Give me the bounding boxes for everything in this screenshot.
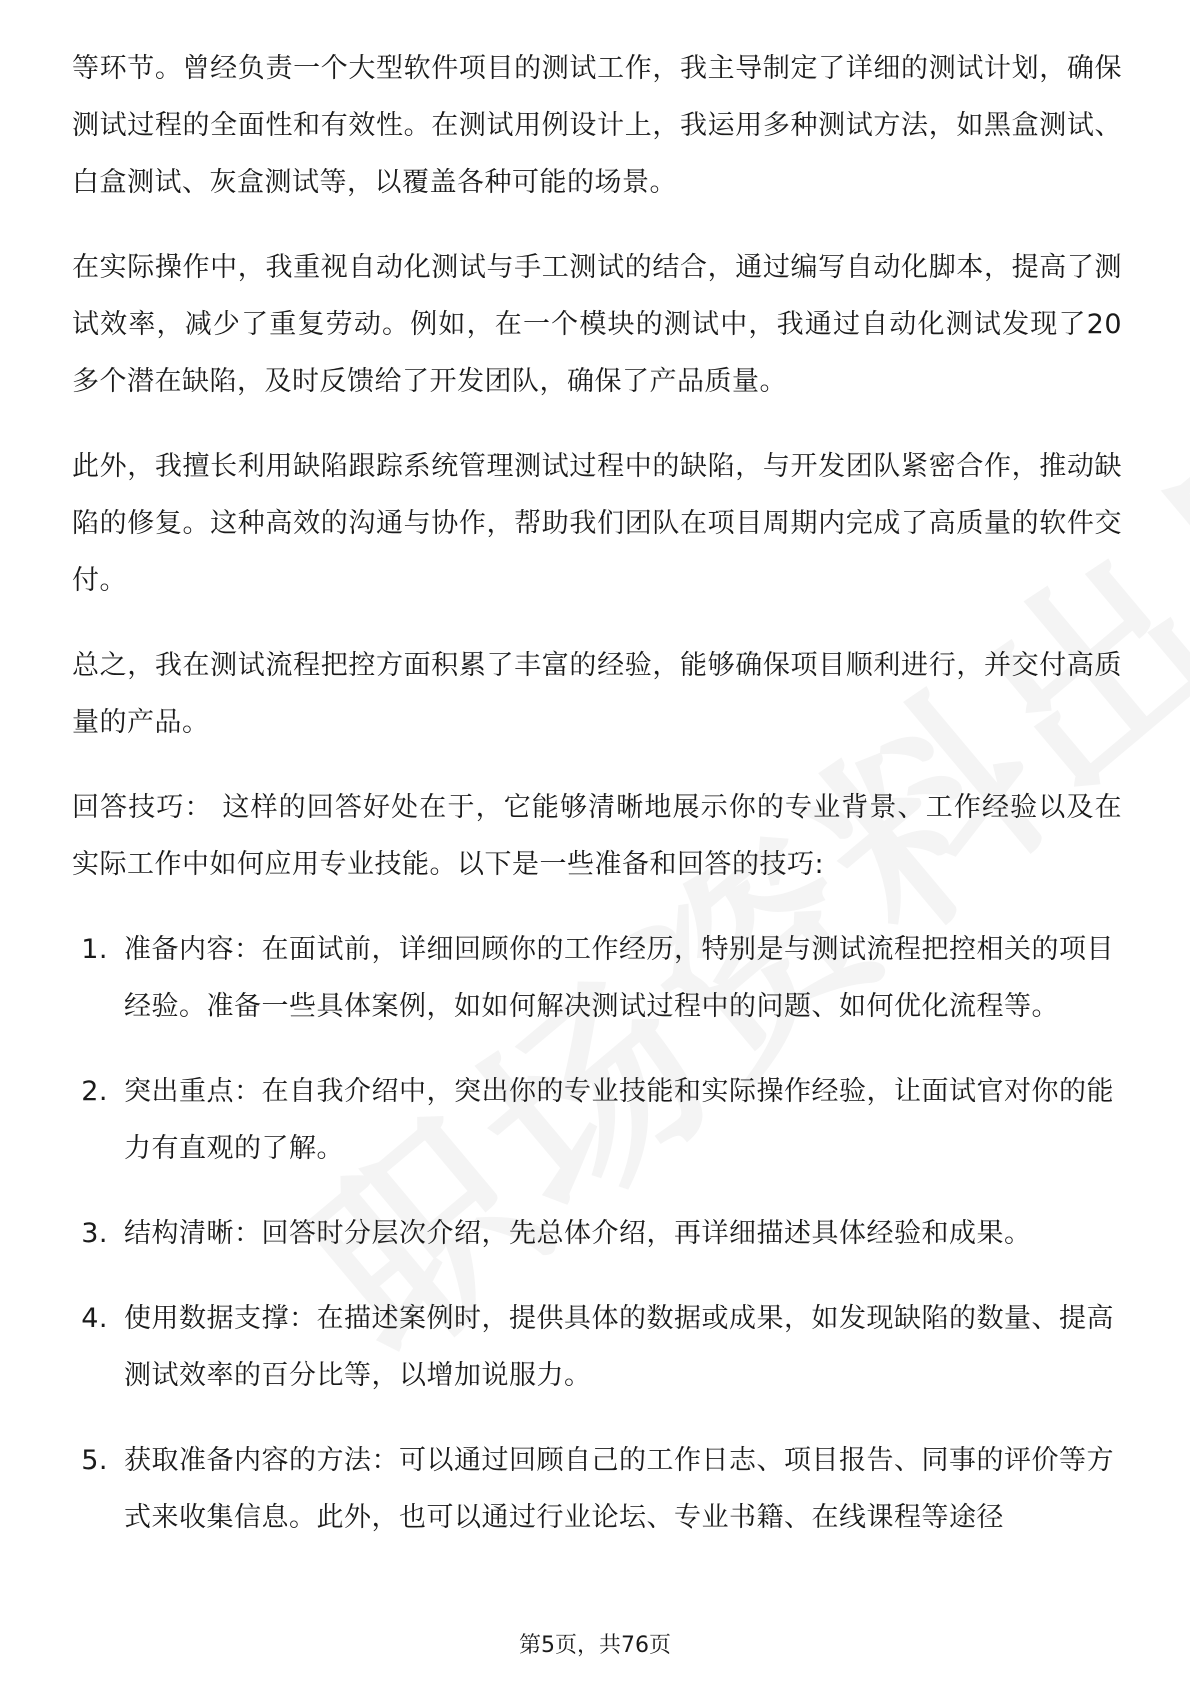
tips-list: [72, 921, 1122, 1546]
list-item-number: 3.: [81, 1218, 108, 1249]
page-number: 第5页，共76页: [519, 1633, 671, 1658]
list-item-number: 5.: [81, 1445, 108, 1476]
paragraph-tips-intro: 回答技巧： 这样的回答好处在于，它能够清晰地展示你的专业背景、工作经验以及在实际工作中如何应用专业技能。以下是一些准备和回答的技巧:: [72, 792, 1122, 880]
paragraph-3: 此外，我擅长利用缺陷跟踪系统管理测试过程中的缺陷，与开发团队紧密合作，推动缺陷的修复。这种高效的沟通与协作，帮助我们团队在项目周期内完成了高质量的软件交付。: [72, 451, 1122, 596]
list-item-number: 2.: [81, 1076, 108, 1107]
list-item-text: 使用数据支撑：在描述案例时，提供具体的数据或成果，如发现缺陷的数量、提高测试效率的百分比等，以增加说服力。: [124, 1303, 1114, 1391]
list-item-text: 准备内容：在面试前，详细回顾你的工作经历，特别是与测试流程把控相关的项目经验。准备一些具体案例，如如何解决测试过程中的问题、如何优化流程等。: [124, 934, 1114, 1022]
list-item: [72, 1205, 1122, 1262]
paragraph-4: 总之，我在测试流程把控方面积累了丰富的经验，能够确保项目顺利进行，并交付高质量的产品。: [72, 650, 1122, 738]
paragraph-1: 等环节。曾经负责一个大型软件项目的测试工作，我主导制定了详细的测试计划，确保测试过程的全面性和有效性。在测试用例设计上，我运用多种测试方法，如黑盒测试、白盒测试、灰盒测试等，以覆盖各种可能的场景。: [72, 53, 1122, 198]
list-item: [72, 1290, 1122, 1404]
list-item-text: 获取准备内容的方法：可以通过回顾自己的工作日志、项目报告、同事的评价等方式来收集信息。此外，也可以通过行业论坛、专业书籍、在线课程等途径: [124, 1445, 1114, 1533]
list-item: [72, 1432, 1122, 1546]
list-item: [72, 921, 1122, 1035]
list-item-number: 1.: [81, 934, 108, 965]
list-item-number: 4.: [81, 1303, 108, 1334]
paragraph-2: 在实际操作中，我重视自动化测试与手工测试的结合，通过编写自动化脚本，提高了测试效率，减少了重复劳动。例如，在一个模块的测试中，我通过自动化测试发现了20多个潜在缺陷，及时反馈给了开发团队，确保了产品质量。: [72, 252, 1122, 397]
list-item-text: 结构清晰：回答时分层次介绍，先总体介绍，再详细描述具体经验和成果。: [124, 1218, 1032, 1249]
list-item-text: 突出重点：在自我介绍中，突出你的专业技能和实际操作经验，让面试官对你的能力有直观的了解。: [124, 1076, 1114, 1164]
document-body: [72, 40, 1122, 1574]
list-item: [72, 1063, 1122, 1177]
